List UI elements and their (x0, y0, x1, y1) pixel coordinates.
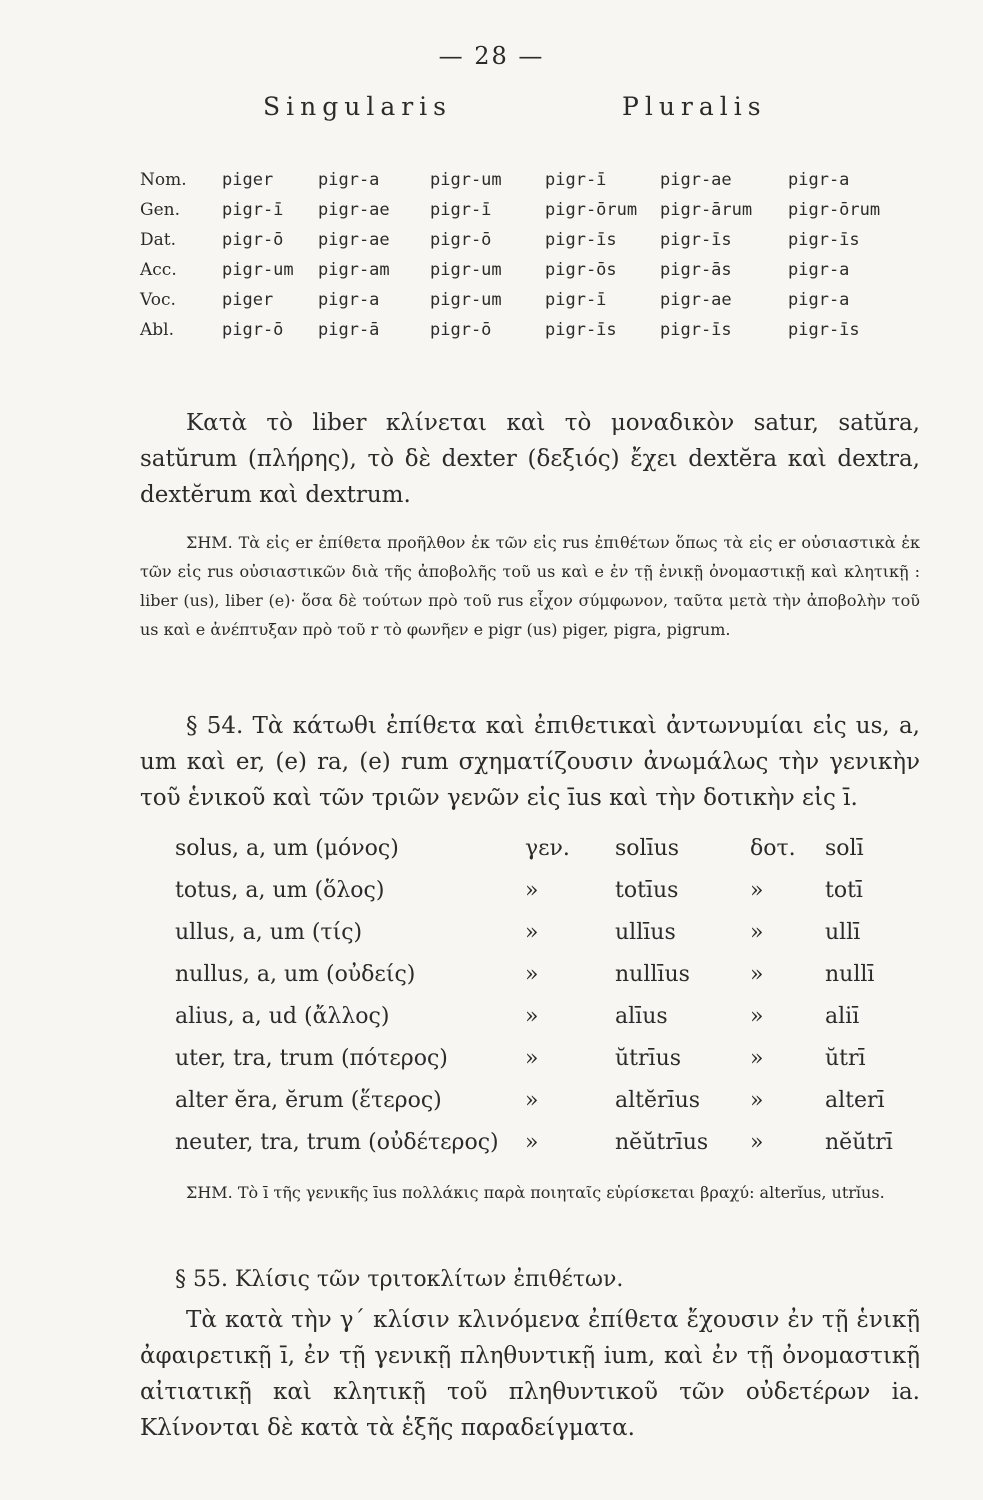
case-label: Dat. (140, 230, 177, 250)
adjective: nullus, a, um (οὐδείς) (175, 962, 416, 987)
form: pigr-īs (545, 320, 617, 340)
paradigm-row-acc (140, 260, 920, 290)
form: pigr-ō (222, 230, 284, 250)
section-55-text: Τὰ κατὰ τὴν γ΄ κλίσιν κλινόμενα ἐπίθετα ἔχουσιν ἐν τῇ ἑνικῇ ἀφαιρετικῇ ī, ἐν τῇ γενικῇ πληθυντικῇ ium, καὶ ἐν τῇ ὀνομαστικῇ αἰτιατικῇ καὶ κλητικῇ τοῦ πληθυντικοῦ τῶν οὐδετέρων ia. Κλίνονται δὲ κατὰ τὰ ἑξῆς παραδείγματα. (140, 1307, 920, 1441)
form: piger (222, 290, 274, 310)
gen-label: γεν. (525, 836, 570, 861)
genitive: nullīus (615, 962, 690, 987)
form: pigr-ō (430, 230, 492, 250)
dat-label: » (750, 878, 764, 903)
form: pigr-ī (545, 170, 607, 190)
form: pigr-um (430, 170, 502, 190)
page-number: — 28 — (438, 42, 545, 70)
form: pigr-a (318, 170, 380, 190)
case-label: Nom. (140, 170, 187, 190)
gen-label: » (525, 878, 539, 903)
form: pigr-ōrum (788, 200, 881, 220)
gen-label: » (525, 920, 539, 945)
form: pigr-a (788, 170, 850, 190)
gen-label: » (525, 962, 539, 987)
form: pigr-um (222, 260, 294, 280)
form: pigr-ae (660, 290, 732, 310)
paradigm-row-gen (140, 200, 920, 230)
form: pigr-a (788, 290, 850, 310)
dat-label: δοτ. (750, 836, 796, 861)
dat-label: » (750, 1088, 764, 1113)
genitive: alīus (615, 1004, 668, 1029)
genitive: nĕŭtrīus (615, 1130, 709, 1155)
table-row (175, 836, 915, 876)
singularis-heading: Singularis (263, 92, 453, 121)
form: pigr-ōs (545, 260, 617, 280)
case-label: Acc. (140, 260, 177, 280)
form: pigr-um (430, 260, 502, 280)
genitive: solīus (615, 836, 680, 861)
paragraph-satur-dexter: Κατὰ τὸ liber κλίνεται καὶ τὸ μοναδικὸν satur, satŭra, satŭrum (πλήρης), τὸ δὲ dexter (δεξιός) ἔχει dextĕra καὶ dextra, dextĕrum καὶ dextrum. (140, 410, 920, 508)
dat-label: » (750, 962, 764, 987)
case-label: Abl. (140, 320, 174, 340)
dative: alterī (825, 1088, 885, 1113)
form: pigr-ā (318, 320, 380, 340)
form: pigr-ī (545, 290, 607, 310)
dative: ŭtrī (825, 1046, 866, 1071)
table-row (175, 1046, 915, 1086)
note-short-ius: ΣΗΜ. Τὸ ī τῆς γενικῆς īus πολλάκις παρὰ ποιηταῖς εὑρίσκεται βραχύ: alterĭus, utrĭus. (186, 1183, 885, 1202)
form: pigr-īs (660, 320, 732, 340)
dative: totī (825, 878, 863, 903)
form: pigr-ōrum (545, 200, 638, 220)
form: pigr-īs (788, 320, 860, 340)
dative: ullī (825, 920, 861, 945)
form: pigr-a (318, 290, 380, 310)
genitive: ŭtrīus (615, 1046, 682, 1071)
gen-label: » (525, 1046, 539, 1071)
case-label: Gen. (140, 200, 180, 220)
form: pigr-ae (318, 230, 390, 250)
section-54-text: § 54. Τὰ κάτωθι ἐπίθετα καὶ ἐπιθετικαὶ ἀντωνυμίαι εἰς us, a, um καὶ er, (e) ra, (e) rum σχηματίζουσιν ἀνωμάλως τὴν γενικὴν τοῦ ἑνικοῦ καὶ τῶν τριῶν γενῶν εἰς īus καὶ τὴν δοτικὴν εἰς ī. (140, 713, 920, 811)
form: pigr-ī (430, 200, 492, 220)
form: pigr-um (430, 290, 502, 310)
gen-label: » (525, 1004, 539, 1029)
paradigm-row-voc (140, 290, 920, 320)
form: pigr-ō (430, 320, 492, 340)
form: pigr-ō (222, 320, 284, 340)
form: piger (222, 170, 274, 190)
adjective: neuter, tra, trum (οὐδέτερος) (175, 1130, 499, 1155)
dative: solī (825, 836, 864, 861)
dat-label: » (750, 1046, 764, 1071)
adjective: ullus, a, um (τίς) (175, 920, 363, 945)
pluralis-heading: Pluralis (622, 92, 767, 121)
paradigm-row-dat (140, 230, 920, 260)
form: pigr-ās (660, 260, 732, 280)
section-55-heading: § 55. Κλίσις τῶν τριτοκλίτων ἐπιθέτων. (175, 1267, 624, 1292)
genitive: ullīus (615, 920, 676, 945)
form: pigr-am (318, 260, 390, 280)
form: pigr-ī (222, 200, 284, 220)
form: pigr-īs (788, 230, 860, 250)
table-row (175, 1004, 915, 1044)
table-row (175, 962, 915, 1002)
note-er-adjectives: ΣΗΜ. Τὰ εἰς er ἐπίθετα προῆλθον ἐκ τῶν εἰς rus ἐπιθέτων ὅπως τὰ εἰς er οὐσιαστικὰ ἐκ τῶν εἰς rus οὐσιαστικῶν διὰ τῆς ἀποβολῆς τοῦ us καὶ e ἐν τῇ ἑνικῇ ὀνομαστικῇ καὶ κλητικῇ : liber (us), liber (e)· ὅσα δὲ τούτων πρὸ τοῦ rus εἶχον σύμφωνον, ταῦτα μετὰ τὴν ἀποβολὴν τοῦ us καὶ e ἀνέπτυξαν πρὸ τοῦ r τὸ φωνῆεν e pigr (us) piger, pigra, pigrum. (140, 533, 920, 639)
table-row (175, 1088, 915, 1128)
form: pigr-īs (545, 230, 617, 250)
adjective: solus, a, um (μόνος) (175, 836, 399, 861)
dative: nĕŭtrī (825, 1130, 893, 1155)
dat-label: » (750, 1004, 764, 1029)
form: pigr-ae (660, 170, 732, 190)
paradigm-row-nom (140, 170, 920, 200)
dative: aliī (825, 1004, 860, 1029)
adjective: alter ĕra, ĕrum (ἕτερος) (175, 1088, 442, 1113)
gen-label: » (525, 1130, 539, 1155)
dat-label: » (750, 920, 764, 945)
table-row (175, 920, 915, 960)
table-row (175, 1130, 915, 1170)
form: pigr-ārum (660, 200, 753, 220)
adjective: totus, a, um (ὅλος) (175, 878, 385, 903)
adjective: uter, tra, trum (πότερος) (175, 1046, 448, 1071)
dat-label: » (750, 1130, 764, 1155)
gen-label: » (525, 1088, 539, 1113)
form: pigr-ae (318, 200, 390, 220)
dative: nullī (825, 962, 875, 987)
adjective: alius, a, ud (ἄλλος) (175, 1004, 390, 1029)
form: pigr-īs (660, 230, 732, 250)
genitive: altĕrīus (615, 1088, 701, 1113)
genitive: totīus (615, 878, 679, 903)
table-row (175, 878, 915, 918)
paradigm-row-abl (140, 320, 920, 350)
form: pigr-a (788, 260, 850, 280)
case-label: Voc. (140, 290, 176, 310)
